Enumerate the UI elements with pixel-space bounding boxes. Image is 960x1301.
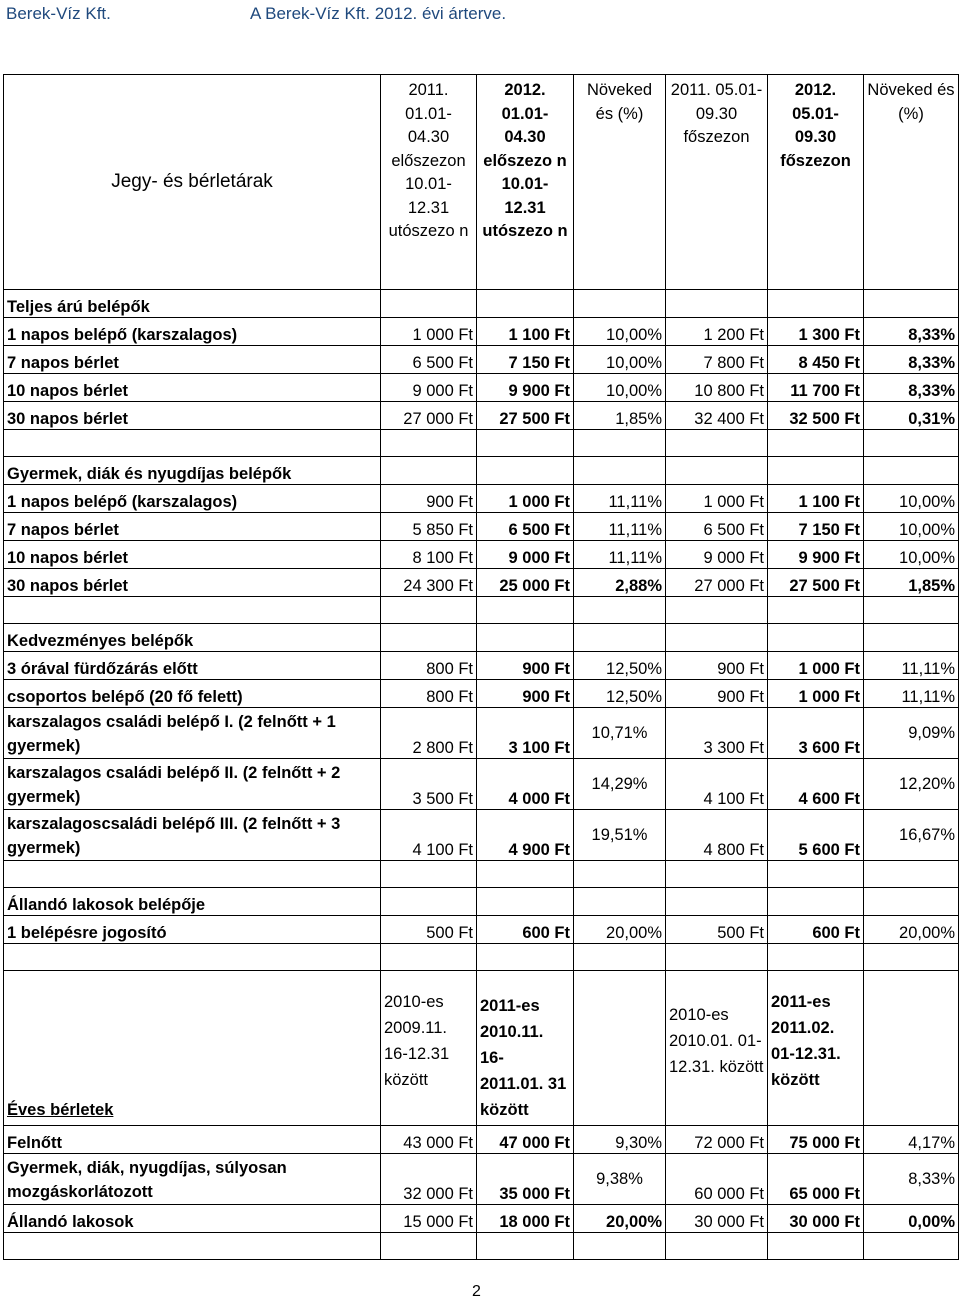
header-company: Berek-Víz Kft. [6,4,111,23]
cell: 11 700 Ft [768,374,864,402]
cell: 1,85% [864,569,959,597]
cell: 19,51% [574,810,666,861]
table-row [4,1154,959,1205]
spacer-row [4,1233,959,1260]
cell: 800 Ft [381,680,477,708]
cell: 5 850 Ft [381,513,477,541]
cell: 1 200 Ft [666,318,768,346]
cell: 10,00% [574,346,666,374]
cell: 27 000 Ft [666,569,768,597]
table-row [4,346,959,374]
cell: 4 100 Ft [381,810,477,861]
row-label: 30 napos bérlet [4,569,381,597]
cell: 9 000 Ft [666,541,768,569]
cell: 800 Ft [381,652,477,680]
cell: 9,09% [864,708,959,759]
cell: 4 600 Ft [768,759,864,810]
spacer-row [4,944,959,971]
row-label: Gyermek, diák, nyugdíjas, súlyosan mozgáskorlátozott [4,1154,381,1205]
cell: 7 150 Ft [477,346,574,374]
table-row [4,569,959,597]
cell: 9,30% [574,1126,666,1154]
cell: 1 000 Ft [477,485,574,513]
section-title: Teljes árú belépők [4,290,381,318]
row-label: csoportos belépő (20 fő felett) [4,680,381,708]
cell: 0,00% [864,1205,959,1233]
cell: 65 000 Ft [768,1154,864,1205]
cell: 10,00% [574,318,666,346]
cell: 32 500 Ft [768,402,864,430]
cell: 15 000 Ft [381,1205,477,1233]
spacer-row [4,597,959,624]
table-row [4,374,959,402]
cell: 4 000 Ft [477,759,574,810]
section-row [4,290,959,318]
cell: 1 000 Ft [666,485,768,513]
spacer-row [4,861,959,888]
cell: 5 600 Ft [768,810,864,861]
table-row [4,916,959,944]
row-label: 1 napos belépő (karszalagos) [4,318,381,346]
header-title: A Berek-Víz Kft. 2012. évi árterve. [250,4,507,23]
cell: 25 000 Ft [477,569,574,597]
row-label: Állandó lakosok [4,1205,381,1233]
table-row [4,541,959,569]
annual-header-row [4,971,959,1126]
cell: 18 000 Ft [477,1205,574,1233]
cell: 600 Ft [768,916,864,944]
col-header-2012-pre: 2012. 01.01- 04.30 előszezo n 10.01- 12.31 utószezo n [477,75,574,290]
cell: 11,11% [864,652,959,680]
cell: 10 800 Ft [666,374,768,402]
cell: 3 100 Ft [477,708,574,759]
table-row [4,680,959,708]
row-label: karszalagoscsaládi belépő III. (2 felnőtt + 3 gyermek) [4,810,381,861]
row-label: 7 napos bérlet [4,346,381,374]
cell: 8 100 Ft [381,541,477,569]
cell: 32 400 Ft [666,402,768,430]
table-row [4,485,959,513]
annual-title: Éves bérletek [7,1101,114,1119]
cell: 43 000 Ft [381,1126,477,1154]
cell: 900 Ft [477,652,574,680]
cell: 4 800 Ft [666,810,768,861]
section-title: Gyermek, diák és nyugdíjas belépők [4,457,381,485]
table-row [4,652,959,680]
section-row [4,888,959,916]
row-label: 10 napos bérlet [4,374,381,402]
cell: 8,33% [864,1154,959,1205]
cell: 14,29% [574,759,666,810]
cell: 9 000 Ft [477,541,574,569]
section-title [4,971,381,1126]
annual-col-2010: 2010-es 2009.11. 16-12.31 között [381,971,477,1126]
annual-col-2010-local: 2010-es 2010.01. 01-12.31. között [666,971,768,1126]
cell: 2,88% [574,569,666,597]
cell: 4,17% [864,1126,959,1154]
col-header-growth-1: Növeked és (%) [574,75,666,290]
row-label: karszalagos családi belépő I. (2 felnőtt + 1 gyermek) [4,708,381,759]
table-row [4,1205,959,1233]
cell: 500 Ft [666,916,768,944]
row-label: karszalagos családi belépő II. (2 felnőtt + 2 gyermek) [4,759,381,810]
cell: 32 000 Ft [381,1154,477,1205]
row-label: 30 napos bérlet [4,402,381,430]
table-row [4,513,959,541]
cell: 47 000 Ft [477,1126,574,1154]
cell: 27 500 Ft [477,402,574,430]
cell: 6 500 Ft [666,513,768,541]
cell: 9 900 Ft [768,541,864,569]
price-table [3,74,959,1260]
row-label: 7 napos bérlet [4,513,381,541]
col-header-2012-main: 2012. 05.01- 09.30 főszezon [768,75,864,290]
table-title: Jegy- és bérletárak [4,75,381,290]
cell: 60 000 Ft [666,1154,768,1205]
table-header-row [4,75,959,290]
row-label: 1 belépésre jogosító [4,916,381,944]
row-label: 1 napos belépő (karszalagos) [4,485,381,513]
table-row [4,402,959,430]
cell: 20,00% [864,916,959,944]
cell: 11,11% [574,541,666,569]
cell: 12,50% [574,680,666,708]
section-row [4,457,959,485]
cell: 9 900 Ft [477,374,574,402]
cell: 35 000 Ft [477,1154,574,1205]
cell: 8,33% [864,346,959,374]
cell: 10,00% [864,541,959,569]
row-label: Felnőtt [4,1126,381,1154]
cell: 72 000 Ft [666,1126,768,1154]
cell: 3 500 Ft [381,759,477,810]
cell: 16,67% [864,810,959,861]
cell: 10,00% [864,485,959,513]
cell: 30 000 Ft [666,1205,768,1233]
section-title: Állandó lakosok belépője [4,888,381,916]
cell: 900 Ft [381,485,477,513]
cell: 24 300 Ft [381,569,477,597]
cell: 3 300 Ft [666,708,768,759]
cell: 8 450 Ft [768,346,864,374]
cell: 3 600 Ft [768,708,864,759]
page-number: 2 [472,1283,481,1300]
cell: 12,50% [574,652,666,680]
cell: 11,11% [864,680,959,708]
cell: 500 Ft [381,916,477,944]
cell: 10,71% [574,708,666,759]
cell: 4 900 Ft [477,810,574,861]
row-label: 10 napos bérlet [4,541,381,569]
cell: 10,00% [864,513,959,541]
table-row [4,318,959,346]
table-row [4,810,959,861]
cell: 6 500 Ft [381,346,477,374]
section-title: Kedvezményes belépők [4,624,381,652]
cell: 1,85% [574,402,666,430]
cell: 8,33% [864,318,959,346]
cell: 20,00% [574,916,666,944]
cell: 600 Ft [477,916,574,944]
table-row [4,708,959,759]
table-row [4,1126,959,1154]
cell: 7 800 Ft [666,346,768,374]
cell: 900 Ft [666,680,768,708]
cell: 1 000 Ft [768,680,864,708]
cell: 1 100 Ft [768,485,864,513]
cell: 1 000 Ft [381,318,477,346]
cell: 1 000 Ft [768,652,864,680]
cell: 12,20% [864,759,959,810]
cell: 11,11% [574,485,666,513]
section-row [4,624,959,652]
cell: 4 100 Ft [666,759,768,810]
cell: 27 000 Ft [381,402,477,430]
cell: 75 000 Ft [768,1126,864,1154]
row-label: 3 órával fürdőzárás előtt [4,652,381,680]
annual-col-2011-local: 2011-es 2011.02. 01-12.31. között [768,971,864,1126]
col-header-2011-pre: 2011. 01.01- 04.30 előszezon 10.01- 12.31 utószezo n [381,75,477,290]
spacer-row [4,430,959,457]
table-row [4,759,959,810]
cell: 11,11% [574,513,666,541]
cell: 0,31% [864,402,959,430]
cell: 900 Ft [666,652,768,680]
cell: 9 000 Ft [381,374,477,402]
cell: 1 100 Ft [477,318,574,346]
cell: 10,00% [574,374,666,402]
cell: 8,33% [864,374,959,402]
cell: 6 500 Ft [477,513,574,541]
cell: 7 150 Ft [768,513,864,541]
cell: 2 800 Ft [381,708,477,759]
col-header-2011-main: 2011. 05.01- 09.30 főszezon [666,75,768,290]
cell: 1 300 Ft [768,318,864,346]
col-header-growth-2: Növeked és (%) [864,75,959,290]
cell: 900 Ft [477,680,574,708]
cell: 9,38% [574,1154,666,1205]
cell: 30 000 Ft [768,1205,864,1233]
annual-col-2011: 2011-es 2010.11. 16- 2011.01. 31 között [477,971,574,1126]
cell: 20,00% [574,1205,666,1233]
cell: 27 500 Ft [768,569,864,597]
